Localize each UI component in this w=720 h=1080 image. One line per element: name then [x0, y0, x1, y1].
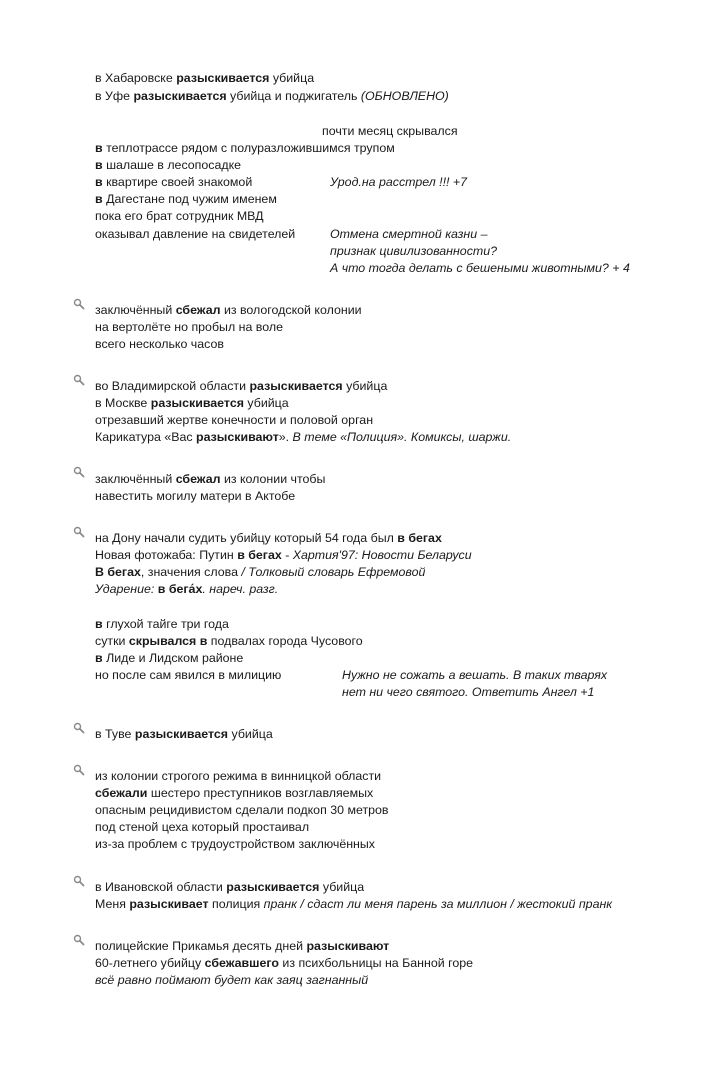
- text-segment: глухой тайге три года: [102, 617, 229, 631]
- search-icon: [73, 764, 85, 776]
- italic-text: Отмена смертной казни –: [330, 227, 488, 241]
- text-segment: в Ивановской области: [95, 880, 227, 894]
- search-icon: [73, 526, 85, 538]
- text-segment: в Хабаровске: [95, 71, 177, 85]
- italic-text: . нареч. разг.: [202, 582, 279, 596]
- italic-text: Урод.на расстрел !!! +7: [330, 175, 468, 189]
- text-segment: ».: [278, 430, 293, 444]
- highlighted-term: в: [95, 158, 103, 172]
- text-segment: из колонии строгого режима в винницкой области: [95, 769, 382, 783]
- highlighted-term: разыскивает: [129, 897, 209, 911]
- text-line: [95, 471, 325, 487]
- highlighted-term: сбежал: [175, 472, 221, 486]
- text-line: [95, 412, 373, 428]
- highlighted-term: разыскивается: [134, 727, 229, 741]
- text-line: [95, 140, 395, 156]
- highlighted-term: сбежал: [175, 303, 221, 317]
- text-segment: шалаше в лесопосадке: [102, 158, 242, 172]
- text-segment: пока его брат сотрудник МВД: [95, 209, 264, 223]
- text-line: [95, 88, 449, 104]
- text-line: [95, 650, 243, 666]
- text-segment: теплотрассе рядом с полуразложившимся трупом: [102, 141, 395, 155]
- text-segment: убийца: [319, 880, 365, 894]
- text-line: [95, 336, 224, 352]
- search-icon: [73, 722, 85, 734]
- text-segment: но после сам явился в милицию: [95, 668, 282, 682]
- text-line: [95, 802, 388, 818]
- highlighted-term: в: [95, 192, 103, 206]
- text-segment: убийца: [243, 396, 289, 410]
- text-segment: 60-летнего убийцу: [95, 956, 205, 970]
- highlighted-term: сбежавшего: [204, 956, 279, 970]
- highlighted-term: в бегах: [397, 531, 442, 545]
- highlighted-term: разыскивается: [176, 71, 270, 85]
- text-line: [95, 378, 387, 394]
- text-segment: из психбольницы на Банной горе: [278, 956, 474, 970]
- text-segment: навестить могилу матери в Актобе: [95, 489, 296, 503]
- text-segment: убийца: [342, 379, 388, 393]
- text-line: [95, 70, 314, 86]
- text-line: [95, 547, 472, 563]
- text-segment: убийца и поджигатель: [226, 89, 361, 103]
- highlighted-term: в: [95, 617, 103, 631]
- highlighted-term: разыскивается: [150, 396, 244, 410]
- text-segment: из вологодской колонии: [220, 303, 362, 317]
- text-segment: всего несколько часов: [95, 337, 224, 351]
- text-segment: убийца: [269, 71, 315, 85]
- text-line: [95, 836, 375, 852]
- text-segment: полицейские Прикамья десять дней: [95, 939, 307, 953]
- text-line: [95, 633, 363, 649]
- text-line: [95, 785, 373, 801]
- text-line: [95, 488, 295, 504]
- text-line: [95, 395, 289, 411]
- text-line: [95, 302, 362, 318]
- italic-text: пранк / сдаст ли меня парень за миллион / жестокий пранк: [263, 897, 613, 911]
- highlighted-term: В бегах: [95, 565, 141, 579]
- italic-text: В теме «Полиция». Комиксы, шаржи.: [292, 430, 512, 444]
- italic-text: признак цивилизованности?: [330, 244, 498, 258]
- search-icon: [73, 298, 85, 310]
- text-segment: Новая фотожаба: Путин: [95, 548, 238, 562]
- text-segment: Лиде и Лидском районе: [102, 651, 244, 665]
- text-line: [95, 819, 309, 835]
- text-segment: на Дону начали судить убийцу который 54 года был: [95, 531, 398, 545]
- text-segment: подвалах города Чусового: [207, 634, 363, 648]
- highlighted-term: в: [95, 141, 103, 155]
- text-segment: отрезавший жертве конечности и половой орган: [95, 413, 374, 427]
- text-line: [95, 319, 283, 335]
- highlighted-term: разыскивают: [306, 939, 390, 953]
- highlighted-term: разыскивается: [133, 89, 227, 103]
- text-segment: почти месяц скрывался: [322, 124, 458, 138]
- text-line: [95, 667, 281, 683]
- text-segment: -: [281, 548, 293, 562]
- text-line: [342, 667, 607, 683]
- text-segment: убийца: [228, 727, 273, 741]
- italic-text: А что тогда делать с бешеными животными? + 4: [330, 261, 630, 275]
- text-segment: квартире своей знакомой: [102, 175, 253, 189]
- text-line: [95, 616, 229, 632]
- text-line: [95, 768, 381, 784]
- text-segment: заключённый: [95, 303, 176, 317]
- text-segment: во Владимирской области: [95, 379, 250, 393]
- italic-text: (ОБНОВЛЕНО): [360, 89, 449, 103]
- text-line: [95, 174, 252, 190]
- text-line: [95, 726, 273, 742]
- highlighted-term: в бегах: [237, 548, 282, 562]
- text-segment: сутки: [95, 634, 129, 648]
- text-segment: на вертолёте но пробыл на воле: [95, 320, 283, 334]
- text-segment: Дагестане под чужим именем: [102, 192, 277, 206]
- text-line: [95, 564, 425, 580]
- text-line: [95, 157, 241, 173]
- text-line: [95, 429, 511, 445]
- search-icon: [73, 374, 85, 386]
- search-icon: [73, 934, 85, 946]
- text-segment: оказывал давление на свидетелей: [95, 227, 296, 241]
- highlighted-term: разыскивают: [196, 430, 279, 444]
- text-segment: в Туве: [95, 727, 135, 741]
- text-segment: из колонии чтобы: [220, 472, 326, 486]
- text-line: [95, 208, 264, 224]
- highlighted-term: разыскивается: [226, 880, 320, 894]
- text-line: [95, 938, 389, 954]
- text-line: [95, 972, 368, 988]
- text-line: [330, 260, 630, 276]
- text-segment: , значения слова: [140, 565, 242, 579]
- text-line: [95, 530, 442, 546]
- text-segment: шестеро преступников возглавляемых: [147, 786, 374, 800]
- highlighted-term: сбежали: [95, 786, 148, 800]
- italic-text: Ударение:: [95, 582, 158, 596]
- text-segment: под стеной цеха который простаивал: [95, 820, 310, 834]
- text-line: [95, 896, 612, 912]
- italic-text: нет ни чего святого. Ответить Ангел +1: [342, 685, 595, 699]
- text-segment: Карикатура «Вас: [95, 430, 197, 444]
- highlighted-term: в бега́х: [157, 582, 203, 596]
- text-line: [342, 684, 594, 700]
- italic-text: всё равно поймают будет как заяц загнанный: [95, 973, 369, 987]
- highlighted-term: в: [95, 175, 103, 189]
- italic-text: Нужно не сожать а вешать. В таких тварях: [342, 668, 608, 682]
- highlighted-term: в: [95, 651, 103, 665]
- text-line: [95, 226, 295, 242]
- text-line: [95, 955, 473, 971]
- text-line: [330, 226, 487, 242]
- text-segment: полиция: [208, 897, 264, 911]
- text-segment: Меня: [95, 897, 130, 911]
- text-line: [95, 879, 364, 895]
- text-segment: заключённый: [95, 472, 176, 486]
- text-line: [330, 174, 467, 190]
- text-line: [322, 123, 458, 139]
- text-segment: в Уфе: [95, 89, 134, 103]
- highlighted-term: разыскивается: [249, 379, 343, 393]
- text-line: [95, 581, 278, 597]
- search-icon: [73, 466, 85, 478]
- italic-text: Хартия'97: Новости Беларуси: [292, 548, 472, 562]
- text-segment: из-за проблем с трудоустройством заключённых: [95, 837, 375, 851]
- text-line: [330, 243, 497, 259]
- search-icon: [73, 875, 85, 887]
- text-line: [95, 191, 277, 207]
- text-segment: опасным рецидивистом сделали подкоп 30 метров: [95, 803, 389, 817]
- text-segment: в Москве: [95, 396, 151, 410]
- highlighted-term: скрывался в: [128, 634, 208, 648]
- italic-text: / Толковый словарь Ефремовой: [241, 565, 426, 579]
